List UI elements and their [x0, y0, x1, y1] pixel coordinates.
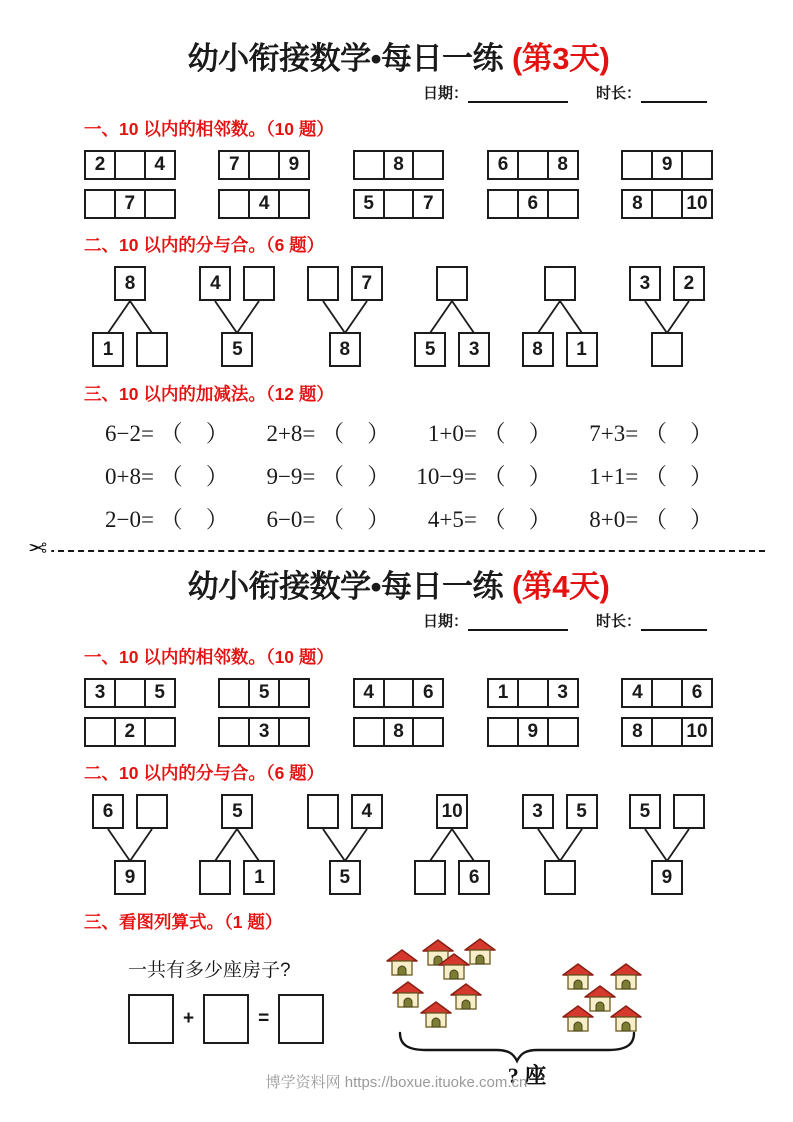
picture-problem: [84, 943, 713, 1091]
equation-expression: 1+0: [427, 421, 464, 447]
equation-expression: 7+3: [589, 421, 626, 447]
house-icon: [420, 1001, 452, 1029]
section-3-header: 三、10 以内的加减法。（12 题）: [84, 384, 334, 405]
neighbor-cell-blank[interactable]: [248, 150, 280, 180]
neighbor-group: [621, 189, 713, 219]
houses-illustration: [376, 935, 678, 1091]
page-title: [84, 40, 713, 77]
date-duration-row: [84, 610, 713, 631]
compose-box-value: 8: [114, 266, 146, 301]
compose-box-blank[interactable]: [544, 860, 576, 895]
equation: [84, 458, 229, 491]
compose-diagram-split: [84, 266, 176, 368]
neighbor-group: [84, 189, 176, 219]
sum-box[interactable]: [278, 994, 324, 1044]
neighbor-cell-blank[interactable]: [547, 189, 579, 219]
equation-expression: 2−0: [105, 507, 141, 533]
neighbor-cell-blank[interactable]: [412, 150, 444, 180]
house-icon: [562, 1005, 594, 1033]
neighbor-group: [218, 717, 310, 747]
cut-here-divider: [28, 535, 765, 562]
compose-box-value: 9: [651, 860, 683, 895]
duration-blank-field[interactable]: [641, 88, 707, 103]
neighbor-cell-value: 8: [547, 150, 579, 180]
neighbor-cell-blank[interactable]: [651, 678, 683, 708]
neighbor-cell-value: 2: [114, 717, 146, 747]
compose-box-value: 4: [351, 794, 383, 829]
neighbor-row: [84, 189, 713, 219]
compose-box-value: 5: [629, 794, 661, 829]
neighbor-group: [218, 678, 310, 708]
neighbor-cell-value: 7: [114, 189, 146, 219]
compose-diagram-merge: [299, 266, 391, 368]
neighbor-cell-value: 2: [84, 150, 116, 180]
date-label: 日期：: [422, 85, 468, 103]
compose-box-value: 8: [522, 332, 554, 367]
neighbor-cell-blank[interactable]: [84, 717, 116, 747]
neighbor-group: [84, 717, 176, 747]
neighbor-group: [487, 717, 579, 747]
compose-box-value: 5: [566, 794, 598, 829]
neighbor-cell-blank[interactable]: [651, 189, 683, 219]
date-label: 日期：: [422, 613, 468, 631]
neighbor-cell-value: 4: [144, 150, 176, 180]
neighbor-cell-value: 8: [621, 189, 653, 219]
compose-box-blank[interactable]: [651, 332, 683, 367]
title-day-badge: (第4天): [511, 569, 610, 605]
neighbor-cell-blank[interactable]: [547, 717, 579, 747]
neighbor-group: [487, 678, 579, 708]
compose-box-blank[interactable]: [307, 794, 339, 829]
compose-diagram-split: [406, 266, 498, 368]
equation-boxes: [128, 994, 360, 1044]
equation-row: [84, 458, 713, 491]
neighbor-cell-blank[interactable]: [681, 150, 713, 180]
picture-problem-left: [128, 943, 360, 1044]
compose-diagram-merge: [621, 266, 713, 368]
neighbor-cell-value: 5: [248, 678, 280, 708]
neighbor-cell-blank[interactable]: [144, 189, 176, 219]
answer-parens[interactable]: = （ ）: [463, 421, 552, 447]
neighbor-cell-value: 9: [278, 150, 310, 180]
answer-parens[interactable]: = （ ）: [141, 421, 229, 447]
arithmetic-grid: [84, 415, 713, 534]
neighbor-group: [487, 189, 579, 219]
neighbor-group: [487, 150, 579, 180]
neighbor-group: [84, 150, 176, 180]
compose-box-value: 1: [566, 332, 598, 367]
neighbor-cell-blank[interactable]: [278, 189, 310, 219]
compose-box-blank[interactable]: [136, 794, 168, 829]
compose-diagram-merge: [514, 794, 606, 896]
neighbor-cell-value: 5: [353, 189, 385, 219]
equation: [84, 501, 229, 534]
neighbor-cell-blank[interactable]: [278, 678, 310, 708]
addend-1-box[interactable]: [128, 994, 174, 1044]
neighbor-cell-value: 8: [383, 150, 415, 180]
neighbor-cell-blank[interactable]: [353, 717, 385, 747]
neighbor-cell-value: 9: [651, 150, 683, 180]
answer-parens[interactable]: = （ ）: [141, 507, 229, 533]
equation: [568, 458, 713, 491]
compose-box-value: 3: [458, 332, 490, 367]
neighbor-cell-value: 4: [621, 678, 653, 708]
house-icon-graphic: [464, 938, 496, 966]
equals-sign: =: [258, 1008, 270, 1030]
neighbor-group: [353, 189, 445, 219]
neighbor-cell-blank[interactable]: [144, 717, 176, 747]
compose-decompose-row: [84, 794, 713, 896]
neighbor-cell-blank[interactable]: [412, 717, 444, 747]
answer-parens[interactable]: = （ ）: [463, 464, 552, 490]
duration-label: 时长：: [595, 85, 641, 103]
answer-parens[interactable]: = （ ）: [625, 421, 713, 447]
neighbor-numbers-grid: [84, 678, 713, 747]
section-2-header: 二、10 以内的分与合。（6 题）: [84, 235, 325, 256]
section-1-header: 一、10 以内的相邻数。（10 题）: [84, 647, 334, 668]
neighbor-row: [84, 150, 713, 180]
neighbor-group: [218, 189, 310, 219]
compose-box-value: 7: [351, 266, 383, 301]
neighbor-cell-blank[interactable]: [278, 717, 310, 747]
compose-box-blank[interactable]: [136, 332, 168, 367]
compose-diagram-split: [191, 794, 283, 896]
neighbor-cell-value: 3: [547, 678, 579, 708]
compose-box-value: 1: [243, 860, 275, 895]
house-icon-graphic: [562, 1005, 594, 1033]
neighbor-group: [84, 678, 176, 708]
compose-box-value: 2: [673, 266, 705, 301]
compose-box-blank[interactable]: [199, 860, 231, 895]
neighbor-cell-value: 6: [487, 150, 519, 180]
question-text: 一共有多少座房子?: [128, 960, 291, 982]
plus-sign: +: [183, 1008, 195, 1030]
day-3-worksheet: [0, 0, 793, 534]
neighbor-cell-value: 4: [353, 678, 385, 708]
neighbor-cell-value: 3: [248, 717, 280, 747]
day-4-worksheet: [0, 562, 793, 1091]
neighbor-group: [621, 150, 713, 180]
neighbor-cell-blank[interactable]: [487, 189, 519, 219]
compose-box-blank[interactable]: [414, 860, 446, 895]
compose-box-blank[interactable]: [544, 266, 576, 301]
compose-box-blank[interactable]: [243, 266, 275, 301]
answer-parens[interactable]: = （ ）: [302, 507, 391, 533]
equation-expression: 10−9: [416, 464, 464, 490]
compose-diagram-merge: [191, 266, 283, 368]
addend-2-box[interactable]: [203, 994, 249, 1044]
equation: [245, 415, 390, 448]
neighbor-cell-value: 7: [218, 150, 250, 180]
title-main: 幼小衔接数学•每日一练: [187, 41, 503, 76]
compose-diagram-merge: [84, 794, 176, 896]
neighbor-cell-blank[interactable]: [218, 717, 250, 747]
house-icon-graphic: [450, 983, 482, 1011]
neighbor-cell-value: 9: [517, 717, 549, 747]
title-main: 幼小衔接数学•每日一练: [187, 569, 503, 605]
compose-box-value: 3: [629, 266, 661, 301]
neighbor-cell-blank[interactable]: [517, 678, 549, 708]
neighbor-row: [84, 717, 713, 747]
neighbor-cell-blank[interactable]: [383, 189, 415, 219]
answer-parens[interactable]: = （ ）: [302, 421, 391, 447]
neighbor-cell-value: 10: [681, 717, 713, 747]
section-2-header: 二、10 以内的分与合。（6 题）: [84, 763, 325, 784]
equation: [407, 458, 552, 491]
compose-box-value: 5: [414, 332, 446, 367]
neighbor-cell-blank[interactable]: [383, 678, 415, 708]
duration-label: 时长：: [595, 613, 641, 631]
neighbor-cell-value: 5: [144, 678, 176, 708]
neighbor-cell-value: 1: [487, 678, 519, 708]
neighbor-group: [621, 678, 713, 708]
neighbor-row: [84, 678, 713, 708]
equation-expression: 6−0: [266, 507, 303, 533]
compose-box-value: 8: [329, 332, 361, 367]
equation-expression: 8+0: [589, 507, 626, 533]
neighbor-cell-blank[interactable]: [114, 150, 146, 180]
compose-box-value: 10: [436, 794, 468, 829]
neighbor-cell-blank[interactable]: [487, 717, 519, 747]
house-icon-graphic: [386, 949, 418, 977]
compose-box-value: 5: [221, 332, 253, 367]
compose-decompose-row: [84, 266, 713, 368]
date-blank-field[interactable]: [468, 616, 568, 631]
compose-box-value: 5: [221, 794, 253, 829]
neighbor-numbers-grid: [84, 150, 713, 219]
equation-expression: 4+5: [427, 507, 464, 533]
compose-box-value: 4: [199, 266, 231, 301]
compose-box-value: 3: [522, 794, 554, 829]
house-icon: [450, 983, 482, 1011]
neighbor-cell-value: 6: [517, 189, 549, 219]
neighbor-group: [218, 150, 310, 180]
equation: [568, 501, 713, 534]
neighbor-cell-value: 7: [412, 189, 444, 219]
watermark-footer: 博学资料网 https://boxue.ituoke.com.cn: [265, 1074, 528, 1091]
neighbor-group: [353, 678, 445, 708]
neighbor-cell-value: 8: [621, 717, 653, 747]
compose-box-value: 6: [92, 794, 124, 829]
equation-row: [84, 501, 713, 534]
compose-box-blank[interactable]: [673, 794, 705, 829]
neighbor-cell-value: 10: [681, 189, 713, 219]
equation-expression: 2+8: [266, 421, 303, 447]
neighbor-cell-blank[interactable]: [218, 678, 250, 708]
compose-diagram-split: [406, 794, 498, 896]
answer-parens[interactable]: = （ ）: [302, 464, 391, 490]
date-blank-field[interactable]: [468, 88, 568, 103]
equation: [245, 458, 390, 491]
scissors-icon: ✂: [24, 537, 51, 560]
neighbor-group: [353, 150, 445, 180]
duration-blank-field[interactable]: [641, 616, 707, 631]
section-1-header: 一、10 以内的相邻数。（10 题）: [84, 119, 334, 140]
section-3-header: 三、看图列算式。（1 题）: [84, 912, 283, 933]
neighbor-cell-blank[interactable]: [84, 189, 116, 219]
equation-expression: 0+8: [105, 464, 141, 490]
brace-question-label: ? 座: [507, 1063, 547, 1089]
neighbor-cell-blank[interactable]: [218, 189, 250, 219]
neighbor-cell-value: 4: [248, 189, 280, 219]
compose-box-value: 9: [114, 860, 146, 895]
neighbor-cell-value: 6: [681, 678, 713, 708]
house-icon: [386, 949, 418, 977]
neighbor-cell-blank[interactable]: [517, 150, 549, 180]
date-duration-row: [84, 82, 713, 103]
equation-expression: 1+1: [589, 464, 626, 490]
equation-row: [84, 415, 713, 448]
house-icon: [610, 1005, 642, 1033]
compose-box-value: 6: [458, 860, 490, 895]
equation: [407, 501, 552, 534]
answer-parens[interactable]: = （ ）: [625, 464, 713, 490]
compose-diagram-merge: [621, 794, 713, 896]
answer-parens[interactable]: = （ ）: [141, 464, 229, 490]
equation-expression: 6−2: [105, 421, 141, 447]
equation: [407, 415, 552, 448]
answer-parens[interactable]: = （ ）: [625, 507, 713, 533]
equation: [84, 415, 229, 448]
neighbor-cell-value: 6: [412, 678, 444, 708]
equation-expression: 9−9: [266, 464, 303, 490]
neighbor-group: [353, 717, 445, 747]
equation: [568, 415, 713, 448]
house-icon-graphic: [420, 1001, 452, 1029]
compose-box-blank[interactable]: [307, 266, 339, 301]
equation: [245, 501, 390, 534]
neighbor-cell-blank[interactable]: [114, 678, 146, 708]
house-icon-graphic: [610, 1005, 642, 1033]
compose-box-blank[interactable]: [436, 266, 468, 301]
answer-parens[interactable]: = （ ）: [463, 507, 552, 533]
neighbor-cell-value: 8: [383, 717, 415, 747]
compose-diagram-split: [514, 266, 606, 368]
neighbor-group: [621, 717, 713, 747]
neighbor-cell-blank[interactable]: [353, 150, 385, 180]
neighbor-cell-blank[interactable]: [651, 717, 683, 747]
page-title: [84, 568, 713, 605]
compose-box-value: 5: [329, 860, 361, 895]
neighbor-cell-value: 3: [84, 678, 116, 708]
compose-diagram-merge: [299, 794, 391, 896]
house-icon: [464, 938, 496, 966]
compose-box-value: 1: [92, 332, 124, 367]
title-day-badge: (第3天): [511, 41, 610, 76]
neighbor-cell-blank[interactable]: [621, 150, 653, 180]
